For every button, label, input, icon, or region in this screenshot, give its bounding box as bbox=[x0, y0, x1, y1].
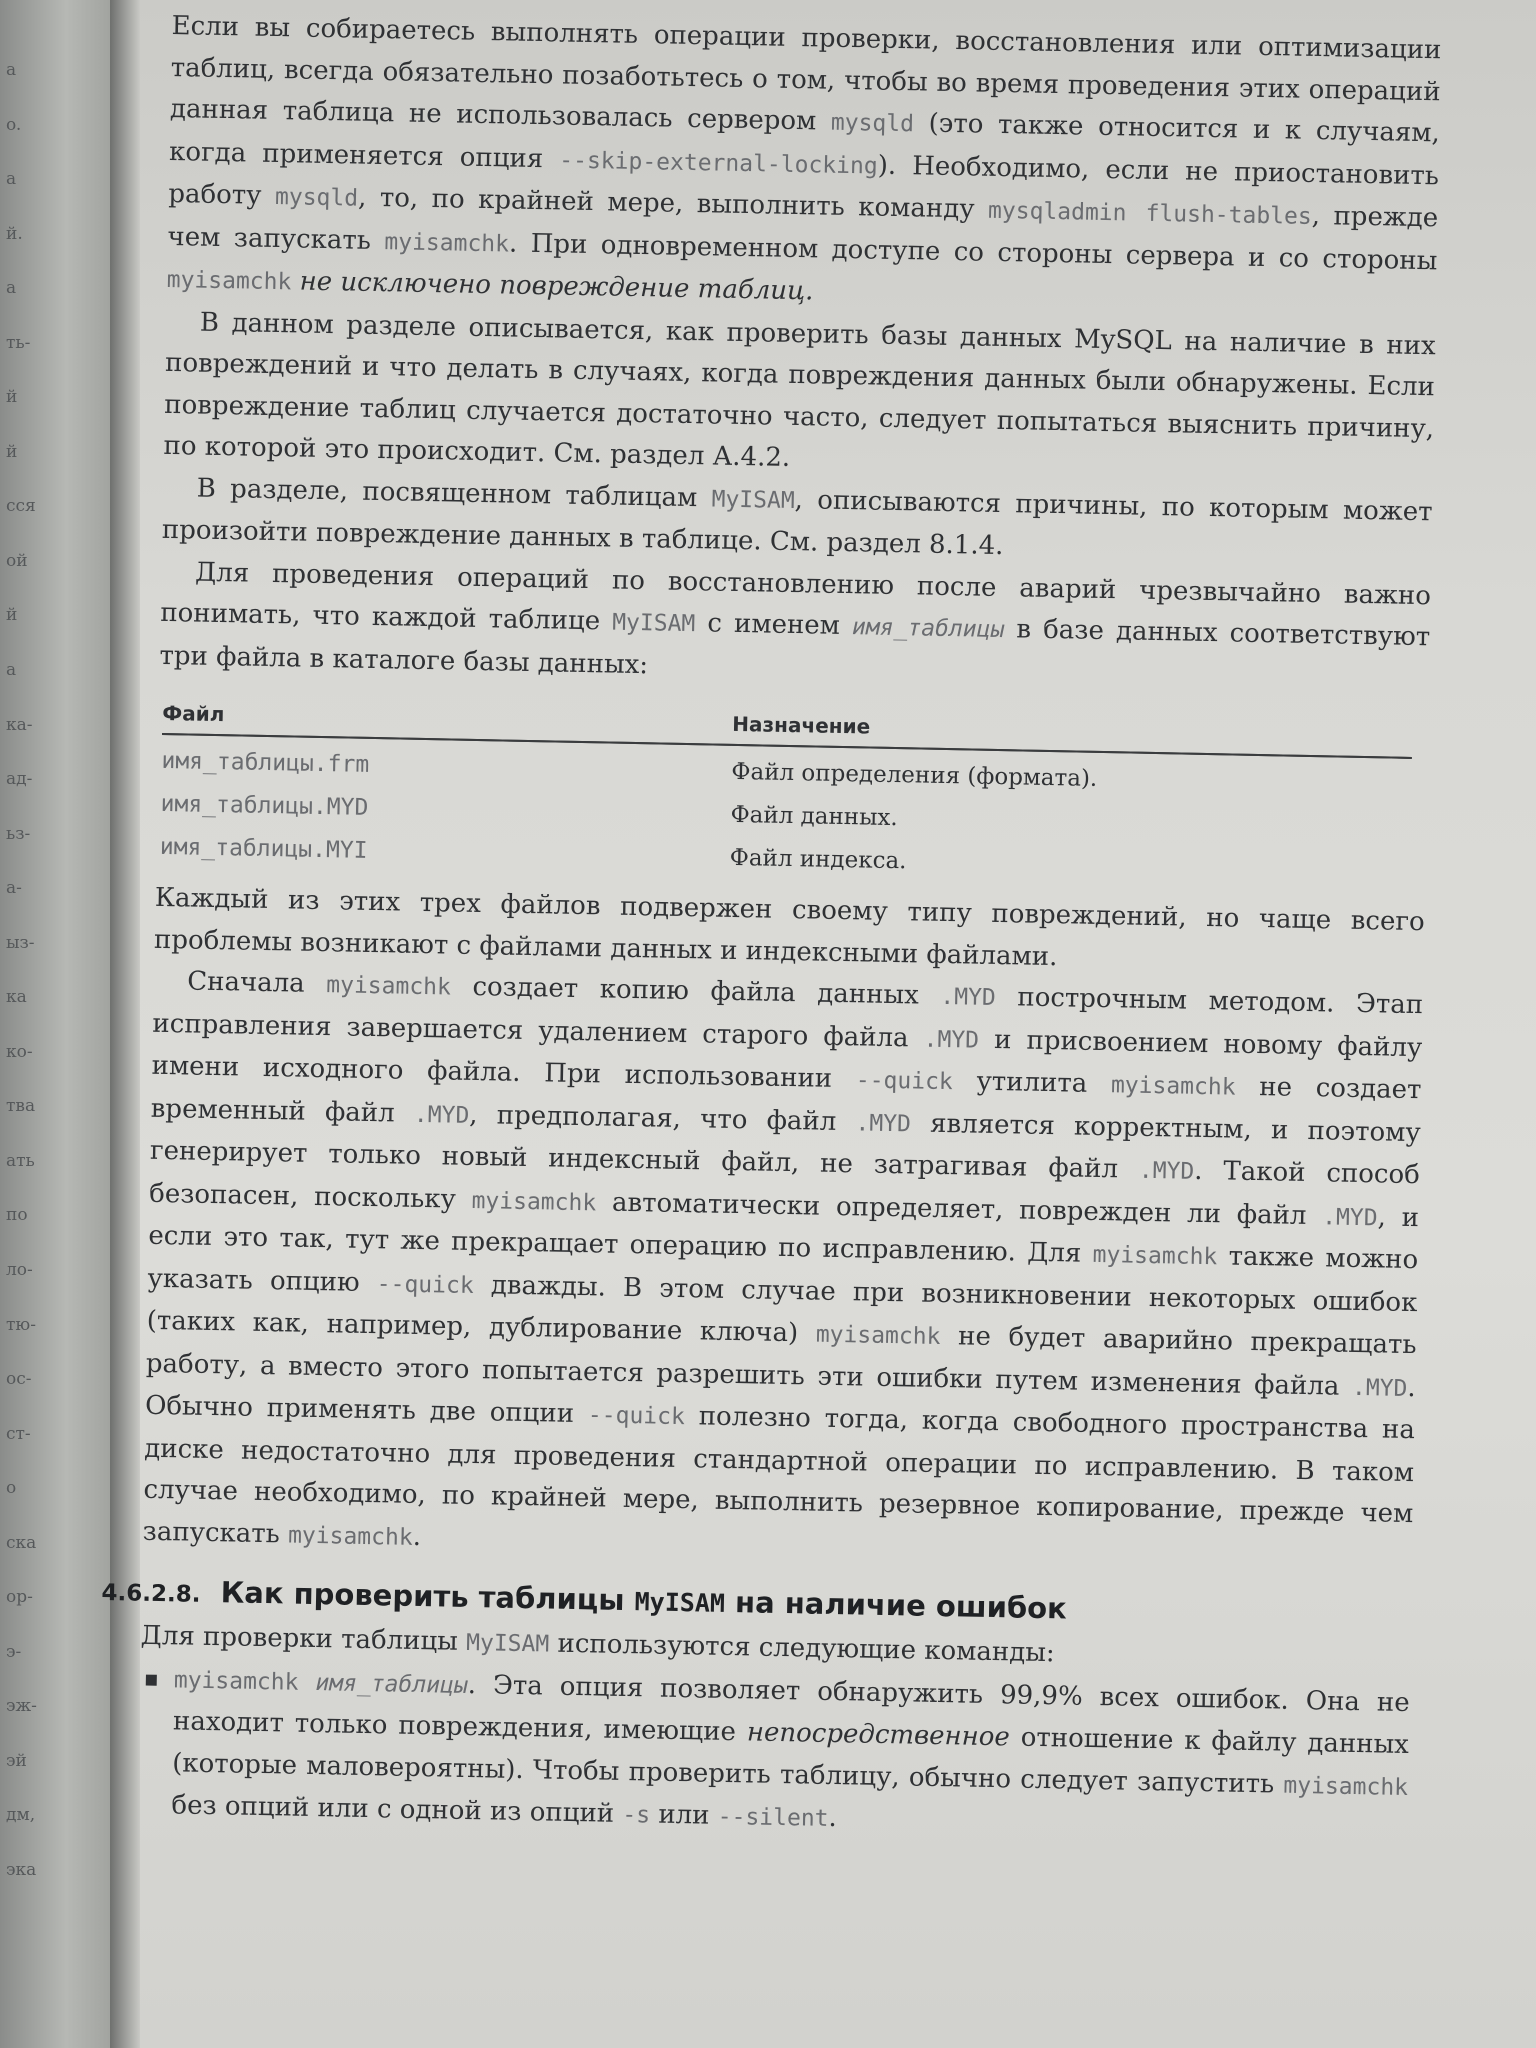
file-table bbox=[160, 697, 1413, 888]
book-gutter bbox=[110, 0, 140, 2048]
margin-fragment: эка bbox=[6, 1860, 37, 1880]
paragraph-6: Сначала myisamchk создает копию файла данных .MYD построчным методом. Этап исправления завершается удалением старого файла .MYD и присвоением новому файлу имени исходного файла. При использовании --quick утилита myisamchk не создает временный файл .MYD, предполагая, что файл .MYD является корректным, и поэтому генерирует только новый индексный файл, не затрагивая файл .MYD. Такой способ безопасен, поскольку myisamchk автоматически определяет, поврежден ли файл .MYD, и если это так, тут же прекращает операцию по исправлению. Для myisamchk также можно указать опцию --quick дважды. В этом случае при возникновении некоторых ошибок (таких как, например, дублирование ключа) myisamchk не будет аварийно прекращать работу, а вместо этого попытается разрешить эти ошибки путем изменения файла .MYD. Обычно применять две опции --quick полезно тогда, когда свободного пространства на диске недостаточно для проведения стандартной операции по исправлению. В таком случае необходимо, по крайней мере, выполнить резервное копирование, прежде чем запускать myisamchk. bbox=[142, 966, 1424, 1552]
margin-fragment: a bbox=[6, 60, 17, 80]
cell-purpose: Файл определения (формата). bbox=[731, 758, 1098, 792]
col-header-purpose: Назначение bbox=[732, 708, 1413, 758]
margin-fragment: ска bbox=[6, 1532, 37, 1553]
margin-fragment: эй bbox=[6, 1750, 27, 1771]
margin-fragment: o. bbox=[6, 114, 22, 135]
book-page bbox=[101, 0, 1536, 2048]
cell-file: имя_таблицы.MYI bbox=[159, 833, 368, 864]
margin-fragment: ьз- bbox=[6, 823, 31, 844]
paragraph-2: В данном разделе описывается, как проверить базы данных MySQL на наличие в них повреждений и что делать в случаях, когда повреждения данных были обнаружены. Если повреждение таблиц случается достаточно часто, следует попытаться выяснить причину, по которой это происходит. См. раздел А.4.2. bbox=[163, 307, 1436, 473]
margin-fragment: ос- bbox=[6, 1369, 32, 1390]
margin-fragment: ть- bbox=[6, 332, 31, 353]
margin-fragment: ло- bbox=[6, 1260, 33, 1280]
section-number: 4.6.2.8. bbox=[101, 1579, 201, 1608]
margin-fragment: ой bbox=[6, 550, 28, 571]
paragraph-1: Если вы собираетесь выполнять операции проверки, восстановления или оптимизации таблиц, всегда обязательно позаботьтесь о том, чтобы во время проведения этих операций данная таблица не использовалась сервером mysqld (это также относится и к случаям, когда применяется опция --skip-external-locking). Необходимо, если не приостановить работу mysqld, то, по крайней мере, выполнить команду mysqladmin flush-tables, прежде чем запускать myisamchk. При одновременном доступе со стороны сервера и со стороны myisamchk не исключено повреждение таблиц. bbox=[166, 10, 1442, 307]
margin-fragment: ка- bbox=[6, 714, 33, 735]
margin-fragment: й bbox=[6, 605, 18, 626]
margin-fragment: тва bbox=[6, 1096, 36, 1117]
margin-fragment: й bbox=[6, 441, 18, 462]
margin-fragment: a bbox=[6, 278, 17, 299]
margin-fragment: ст- bbox=[6, 1423, 31, 1444]
cell-purpose: Файл индекса. bbox=[729, 844, 907, 875]
margin-fragment: эж- bbox=[6, 1696, 37, 1717]
cell-file: имя_таблицы.MYD bbox=[160, 790, 369, 821]
cell-purpose: Файл данных. bbox=[730, 801, 898, 832]
margin-fragment: а- bbox=[6, 878, 22, 899]
margin-fragment: тю- bbox=[6, 1314, 36, 1335]
margin-fragment: ка bbox=[6, 987, 27, 1008]
margin-fragment: й bbox=[6, 387, 18, 408]
margin-fragment: ко- bbox=[6, 1041, 33, 1062]
section-intro: Для проверки таблицы MyISAM используются следующие команды: bbox=[140, 1620, 1055, 1669]
margin-fragment: a bbox=[6, 169, 17, 190]
margin-fragment: дм, bbox=[6, 1805, 36, 1826]
margin-fragment: сся bbox=[6, 496, 36, 517]
command-list bbox=[137, 1658, 1410, 1851]
margin-fragment: о bbox=[6, 1478, 17, 1499]
margin-fragment: ать bbox=[6, 1150, 35, 1171]
list-item: ▪ myisamchk имя_таблицы. Эта опция позволяет обнаружить 99,9% всех ошибок. Она не находит только повреждения, имеющие непосредственное отношение к файлу данных (которые маловероятны). Чтобы проверить таблицу, обычно следует запустить myisamchk без опций или с одной из опций -s или --silent. bbox=[171, 1659, 1410, 1852]
cell-file: имя_таблицы.frm bbox=[161, 747, 370, 778]
left-page-edge bbox=[0, 0, 110, 2048]
paragraph-5: Каждый из этих трех файлов подвержен своему типу повреждений, но чаще всего проблемы возникают с файлами данных и индексными файлами. bbox=[153, 882, 1425, 972]
margin-fragment: а bbox=[6, 660, 17, 680]
margin-fragment: ор- bbox=[6, 1587, 33, 1608]
margin-fragment: э- bbox=[6, 1641, 22, 1662]
page-content bbox=[101, 6, 1442, 1852]
paragraph-3: В разделе, посвященном таблицам MyISAM, описываются причины, по которым может произойти повреждение данных в таблице. См. раздел 8.1.4. bbox=[161, 473, 1433, 562]
col-header-file: Файл bbox=[162, 697, 733, 745]
margin-fragment: по bbox=[6, 1205, 28, 1226]
margin-fragment: й. bbox=[6, 223, 23, 244]
margin-fragment: ыз- bbox=[6, 932, 35, 953]
margin-fragment: ад- bbox=[6, 769, 33, 790]
paragraph-4: Для проведения операций по восстановлению после аварий чрезвычайно важно понимать, что каждой таблице MyISAM с именем имя_таблицы в базе данных соответствуют три файла в каталоге базы данных: bbox=[159, 557, 1432, 680]
section-heading: 4.6.2.8. Как проверить таблицы MyISAM на наличие ошибок bbox=[101, 1575, 1068, 1626]
